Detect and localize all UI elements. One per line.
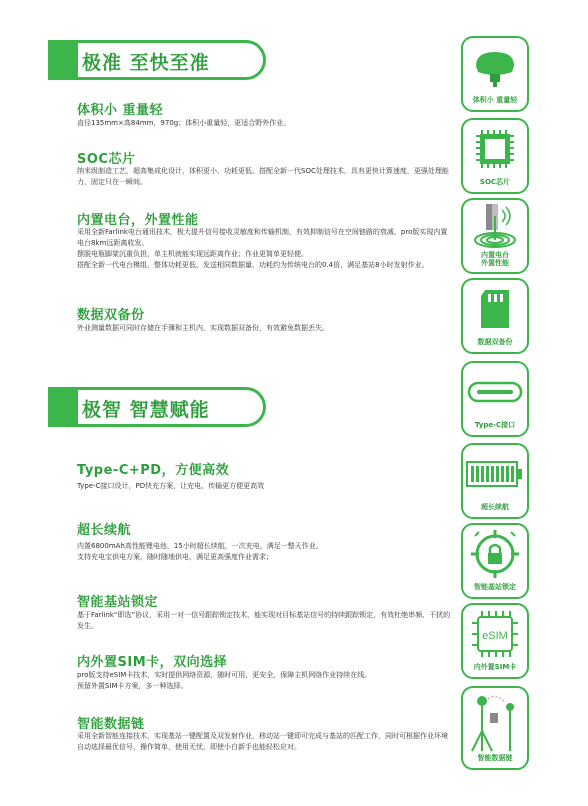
receiver-icon xyxy=(472,48,518,88)
usb-c-icon xyxy=(467,381,523,403)
feature-body: 内置6800mAh高性能锂电池，15小时超长续航，一次充电，满足一整天作业。 支持充电宝供电方案，随时随地供电，满足更高强度作业需求； xyxy=(77,542,323,561)
feature-heading: 超长续航 xyxy=(77,523,132,538)
card-size-weight xyxy=(461,36,529,112)
feature-body: 采用全新智能连接技术，实现基站一键配置及双发射作业，移动站一键即可完成与基站的匹配工作，同时可根据作业环境自动选择最优信号，操作简单，使用无忧，即使小白新手也能轻松应对。 xyxy=(77,732,448,751)
feature-heading: 智能数据链 xyxy=(77,717,145,732)
card-battery xyxy=(461,443,529,519)
antenna-icon xyxy=(472,202,518,250)
feature-body: Type-C接口设计，PD快充方案，让充电、传输更方便更高效 xyxy=(77,482,265,490)
lock-target-icon xyxy=(469,528,521,580)
datalink-icon xyxy=(464,691,526,753)
feature-body: 外业测量数据可同时存储在手簿和主机内，实现数据双备份，有效避免数据丢失。 xyxy=(77,324,329,332)
feature-heading: 智能基站锁定 xyxy=(77,595,159,610)
section2-title: 极智 智慧赋能 xyxy=(82,399,210,421)
card-radio xyxy=(461,198,529,274)
card-label: 数据双备份 xyxy=(477,338,513,346)
feature-heading: 体积小 重量轻 xyxy=(77,103,164,118)
esim-chip-text: eSIM xyxy=(482,630,508,642)
feature-heading: 内外置SIM卡，双向选择 xyxy=(77,655,228,670)
card-label: 体积小 重量轻 xyxy=(472,96,518,104)
feature-body: 直径135mm×高84mm，970g；体积小重量轻，更适合野外作业。 xyxy=(77,119,291,127)
card-label: Type-C接口 xyxy=(474,421,516,429)
card-label: 内外置SIM卡 xyxy=(473,663,517,671)
section1-title: 极准 至快至准 xyxy=(82,52,210,74)
feature-heading: SOC芯片 xyxy=(77,152,136,167)
card-soc xyxy=(461,118,529,194)
sd-card-icon xyxy=(475,286,515,332)
card-label: 智能基站锁定 xyxy=(474,583,516,591)
card-label: SOC芯片 xyxy=(479,178,511,186)
card-label: 内置电台 外置性能 xyxy=(481,251,509,267)
chip-icon xyxy=(472,126,518,172)
card-base-lock xyxy=(461,523,529,599)
feature-heading: 数据双备份 xyxy=(77,308,145,323)
card-label: 超长续航 xyxy=(481,503,509,511)
feature-heading: Type-C+PD，方便高效 xyxy=(77,463,230,478)
card-datalink xyxy=(461,686,529,770)
card-label: 智能数据链 xyxy=(477,754,513,762)
feature-body: 纳米级制造工艺，超高集成化设计，体积更小、功耗更低。搭配全新一代SOC处理技术，具有更快计算速度，更强处理能力，固定只在一瞬间。 xyxy=(77,167,449,186)
feature-body: 基于Farlink“即选”协议，采用一对一信号跟踪锁定技术，能实现对目标基站信号的持续跟踪锁定，有效杜绝串频、干扰的发生。 xyxy=(77,611,451,630)
battery-icon xyxy=(466,461,524,487)
feature-body: pro版支持eSIM卡技术，实时提供网络资源，随时可用，更安全，保障主机网络作业持续在线。 预留外置SIM卡方案，多一种选择。 xyxy=(77,671,372,690)
esim-icon xyxy=(470,609,520,659)
card-sim xyxy=(461,603,529,679)
card-backup xyxy=(461,278,529,354)
card-typec xyxy=(461,361,529,437)
feature-heading: 内置电台，外置性能 xyxy=(77,213,199,228)
feature-body: 采用全新Farlink电台通讯技术，极大提升信号接收灵敏度和传输机制，有效抑制信号在空间链路的衰减，pro版实现内置电台8km远距离收发。 摆脱电瓶脚架沉重负担，单主机就能实现远距离作业；作业更简单更轻便。 搭配全新一代电台模组，整体功耗更低，发送相同数据量，功耗约为传统电台的0.4倍，满足基站8小时发射作业。 xyxy=(77,228,448,269)
